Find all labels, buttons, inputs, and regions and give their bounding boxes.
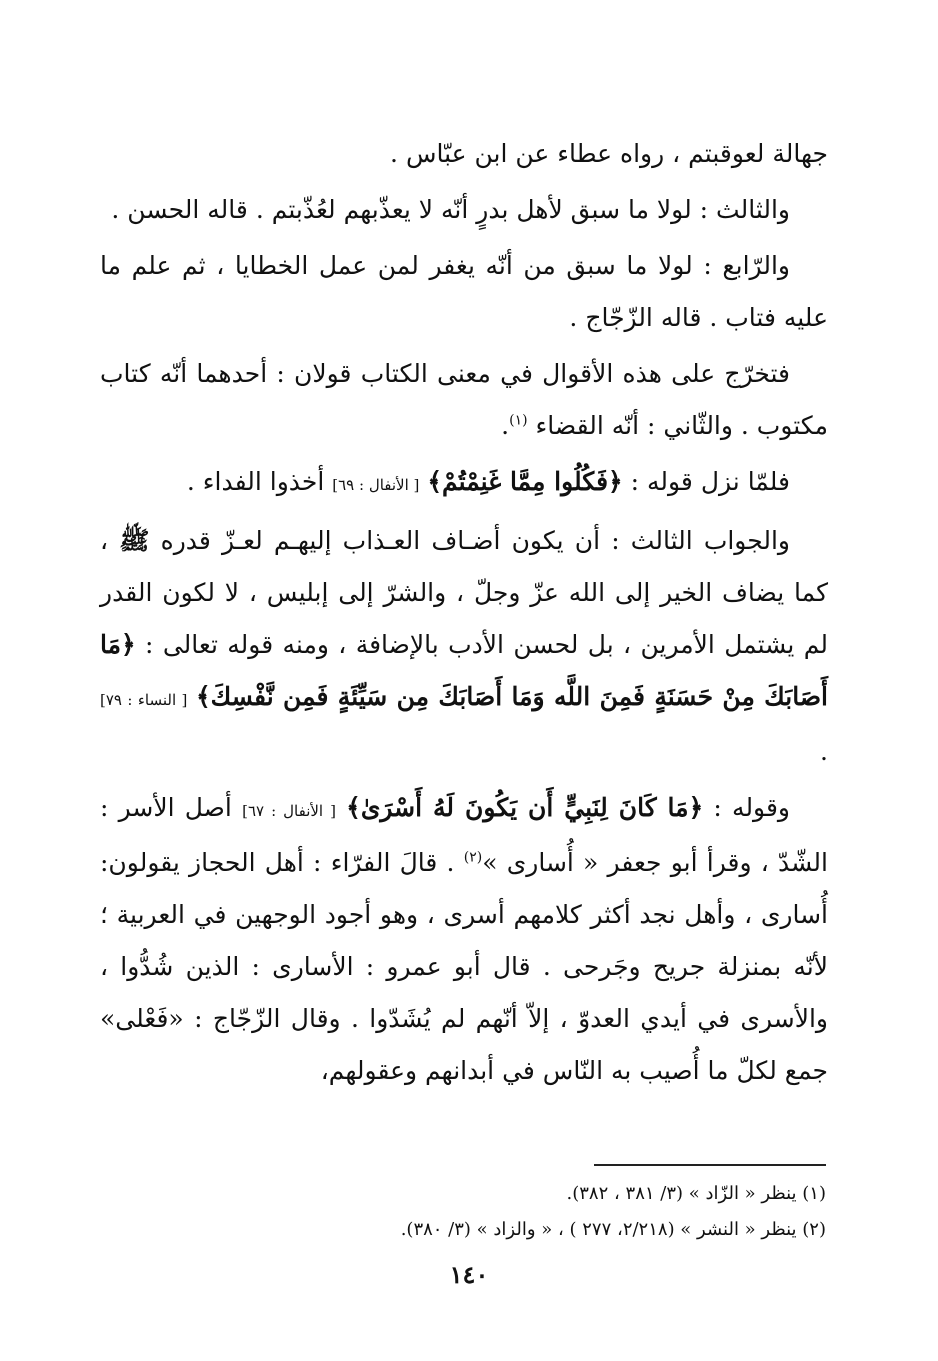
paragraph-4 (100, 348, 828, 452)
paragraph-6-end: . (820, 737, 828, 766)
paragraph-5-tail: أخذوا الفداء . (186, 467, 325, 496)
page-number: ١٤٠ (449, 1260, 489, 1289)
footnote-marker-2: (٢) (463, 849, 483, 866)
paragraph-5 (100, 456, 828, 511)
paragraph-6-text-b: ، كما يضاف الخير إلى الله عزّ وجلّ ، والشرّ إلى إبليس ، لا لكون القدر لم يشتمل الأمرين ، بل لحسن الأدب بالإضافة ، ومنه قوله تعالى : (100, 526, 828, 659)
paragraph-5-lead: فلمّا نزل قوله : (630, 467, 790, 496)
paragraph-7 (100, 782, 828, 1097)
paragraph-3 (100, 240, 828, 344)
paragraph-4-end: . (501, 411, 510, 440)
paragraph-7-text-a: أصل الأسر : الشّدّ ، وقرأ أبو جعفر « أُسارى » (100, 793, 828, 877)
verse-reference-anfal-67: [ الأنفال : ٦٧] (242, 802, 336, 820)
salutation-glyph: ﷺ (119, 526, 150, 555)
paragraph-2 (100, 184, 828, 236)
paragraph-2-text: والثالث : لولا ما سبق لأهل بدرٍ أنّه لا يعذّبهم لعُذّبتم . قاله الحسن . (111, 195, 790, 224)
paragraph-7-lead: وقوله : (713, 793, 790, 822)
footnote-2: (٢) ينظر « النشر » (٢/٢١٨، ٢٧٧ ) ، « والزاد » (٣/ ٣٨٠). (400, 1219, 826, 1240)
verse-reference-nisa-79: [ النساء : ٧٩] (100, 691, 188, 709)
quran-verse-nisa-79: ﴿مَا أَصَابَكَ مِنْ حَسَنَةٍ فَمِنَ اللَّه وَمَا أَصَابَكَ مِن سَيِّئَةٍ فَمِن نَّفْسِكَ﴾ (100, 630, 829, 711)
quran-verse-anfal-69: ﴿فَكُلُوا مِمَّا غَنِمْتُمْ﴾ (427, 467, 623, 496)
paragraph-6 (100, 515, 828, 778)
paragraph-7-text-b: . قالَ الفرّاء : أهل الحجاز يقولون: أُسارى ، وأهل نجد أكثر كلامهم أسرى ، وهو أجود الوجهين في العربية ؛ لأنّه بمنزلة جريح وجَرحى . قال أبو عمرو : الأسارى : الذين شُدُّوا ، والأسرى في أيدي العدوّ ، إلاّ أنّهم لم يُشَدّوا . وقال الزّجّاج : «فَعْلى» جمع لكلّ ما أُصيب به النّاس في أبدانهم وعقولهم، (100, 848, 828, 1085)
paragraph-3-text: والرّابع : لولا ما سبق من أنّه يغفر لمن عمل الخطايا ، ثم علم ما عليه فتاب . قاله الزّجّاج . (100, 251, 828, 332)
footnote-1: (١) ينظر « الزّاد » (٣/ ٣٨١ ، ٣٨٢). (566, 1183, 826, 1204)
paragraph-4-text: فتخرّج على هذه الأقوال في معنى الكتاب قولان : أحدهما أنّه كتاب مكتوب . والثّاني : أنّه القضاء (100, 359, 828, 440)
paragraph-1-text: جهالة لعوقبتم ، رواه عطاء عن ابن عبّاس . (390, 139, 828, 168)
main-text (100, 128, 828, 1101)
quran-verse-anfal-67: ﴿مَا كَانَ لِنَبِيٍّ أَن يَكُونَ لَهُ أَسْرَىٰ﴾ (346, 793, 704, 822)
footnotes (206, 1176, 826, 1248)
footnote-divider (594, 1164, 826, 1166)
paragraph-1 (100, 128, 828, 180)
paragraph-6-text-a: والجواب الثالث : أن يكون أضـاف العـذاب إليهـم لعـزّ قدره (160, 526, 790, 555)
footnote-marker-1: (١) (509, 412, 528, 429)
verse-reference-anfal-69: [ الأنفال : ٦٩] (332, 476, 420, 494)
